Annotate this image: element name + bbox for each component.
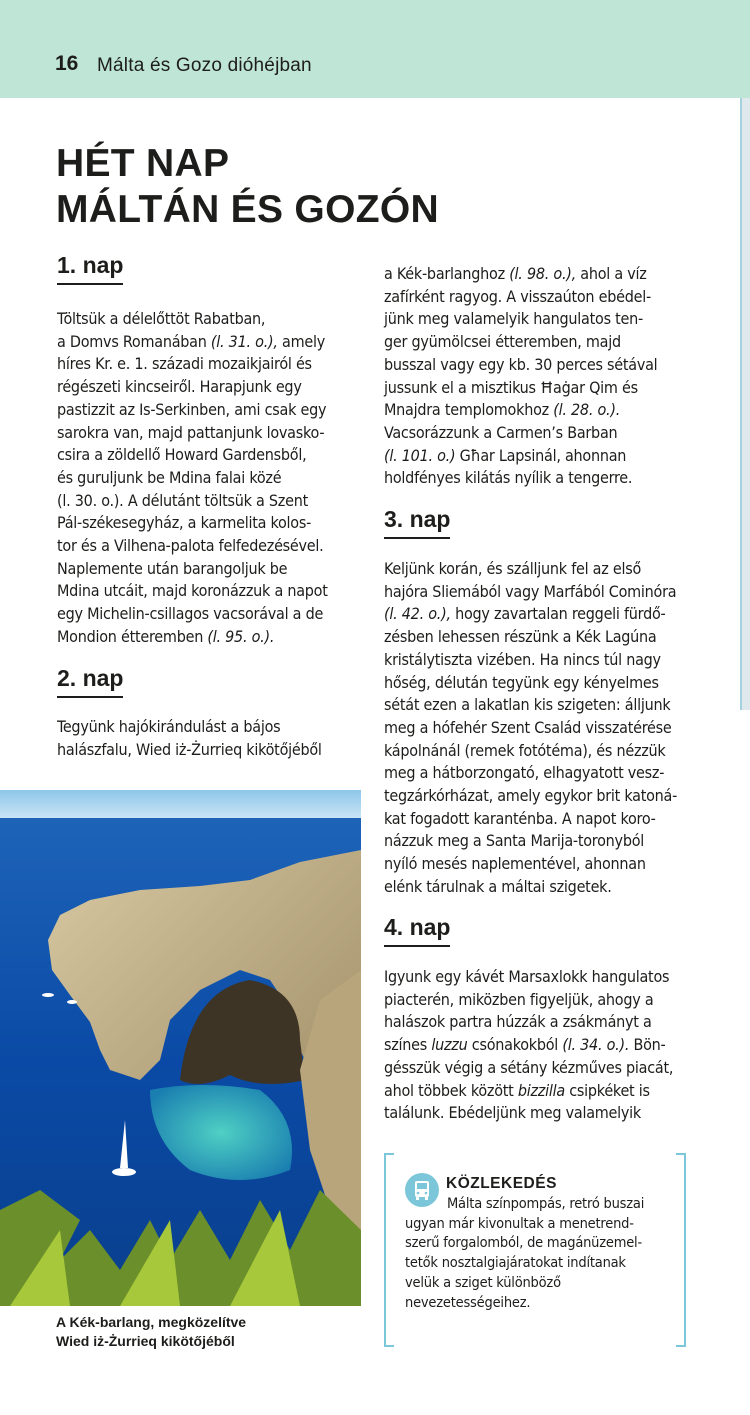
text-line: halászfalu, Wied iż-Żurrieq kikötőjéből	[57, 739, 322, 759]
chapter-title	[56, 141, 439, 233]
text-line: és guruljunk be Mdina falai közé	[57, 467, 282, 487]
text-line: sarokra van, majd pattanjunk lovasko-	[57, 422, 325, 442]
running-title: Málta és Gozo dióhéjban	[97, 55, 312, 76]
text-line: Igyunk egy kávét Marsaxlokk hangulatos	[384, 967, 670, 986]
text-line: jünk meg valamelyik hangulatos ten-	[384, 309, 643, 329]
box-bracket-left	[384, 1153, 394, 1347]
text-line: názzuk meg a Santa Marija-toronyból	[384, 831, 645, 851]
text-line: Töltsük a délelőttöt Rabatban,	[57, 309, 266, 328]
box-line: ugyan már kivonultak a menetrend-	[405, 1215, 634, 1232]
italic-text: (l. 42. o.),	[384, 604, 451, 624]
text-line: ahol többek között bizzilla csipkéket is	[384, 1080, 650, 1100]
text-line: halászok partra húzzák a zsákmányt a	[384, 1012, 652, 1032]
text-line: zafírként ragyog. A visszaúton ebédel-	[384, 286, 651, 306]
text-line: Mondion étteremben (l. 95. o.).	[57, 626, 275, 646]
caption-line: Wied iż-Żurrieq kikötőjéből	[56, 1333, 235, 1349]
text-line: pastizzit az Is-Serkinben, ami csak egy	[57, 399, 327, 419]
day3-text	[384, 558, 677, 899]
text-line: holdfényes kilátás nyílik a tengerre.	[384, 468, 633, 488]
text-line: csira a zöldellő Howard Gardensből,	[57, 445, 307, 465]
italic-text: (l. 28. o.).	[553, 400, 621, 420]
italic-text: luzzu	[431, 1035, 468, 1055]
transport-box-title: KÖZLEKEDÉS	[446, 1175, 557, 1192]
text-line: kristálytiszta vizében. Ha nincs túl nagy	[384, 649, 661, 669]
text-line: (l. 42. o.), hogy zavartalan reggeli fürdő-	[384, 604, 666, 624]
text-line: a Domvs Romanában (l. 31. o.), amely	[57, 331, 325, 351]
italic-text: (l. 101. o.)	[384, 445, 456, 465]
text-line: busszal vagy egy kb. 30 perces sétával	[384, 354, 658, 374]
text-line: nyíló mesés naplementével, ahonnan	[384, 854, 646, 874]
text-line: (l. 101. o.) Għar Lapsinál, ahonnan	[384, 445, 627, 465]
day2-heading: 2. nap	[57, 664, 123, 698]
text-line: Mnajdra templomokhoz (l. 28. o.).	[384, 400, 621, 420]
day4-heading: 4. nap	[384, 913, 450, 947]
text-line: Naplemente után barangoljuk be	[57, 558, 288, 578]
text-line: jussunk el a misztikus Ħaġar Qim és	[384, 377, 638, 397]
blue-grotto-photo	[0, 790, 361, 1306]
italic-text: (l. 31. o.),	[210, 331, 278, 351]
text-line: a Kék-barlanghoz (l. 98. o.), ahol a víz	[384, 264, 647, 283]
box-line: tetők nosztalgiajáratokat indítanak	[405, 1255, 626, 1272]
day3-heading: 3. nap	[384, 505, 450, 539]
day2-text-right	[384, 263, 657, 490]
box-line: szerű forgalomból, de magánüzemel-	[405, 1235, 642, 1252]
chapter-title-line: HÉT NAP	[56, 142, 230, 185]
italic-text: (l. 98. o.),	[509, 264, 576, 283]
italic-text: bizzilla	[517, 1080, 565, 1100]
text-line: sétát ezen a lakatlan kis szigeten: álljunk	[384, 695, 671, 715]
text-line: hőség, délután tegyünk egy kényelmes	[384, 672, 659, 692]
day1-heading: 1. nap	[57, 251, 123, 285]
day4-text	[384, 966, 673, 1125]
text-line: régészeti kincseiről. Harapjunk egy	[57, 377, 302, 397]
transport-box	[384, 1153, 686, 1343]
text-line: piacterén, miközben figyeljük, ahogy a	[384, 989, 654, 1009]
text-line: Tegyünk hajókirándulást a bájos	[57, 717, 281, 736]
page-number: 16	[55, 52, 79, 75]
photo-caption	[56, 1313, 246, 1351]
page-header	[0, 0, 750, 98]
italic-text: (l. 34. o.).	[562, 1035, 630, 1055]
day1-text	[57, 308, 328, 649]
text-line: egy Michelin-csillagos vacsorával a de	[57, 604, 324, 624]
text-line: meg a hófehér Szent Család visszatérése	[384, 717, 672, 737]
text-line: zésben lehessen részünk a Kék Lagúna	[384, 627, 657, 647]
text-line: Vacsorázzunk a Carmen’s Barban	[384, 422, 618, 442]
box-line: velük a sziget különböző	[405, 1274, 561, 1291]
text-line: gésszük végig a sétány kézműves piacát,	[384, 1057, 674, 1077]
text-line: elénk tárulnak a máltai szigetek.	[384, 876, 612, 896]
italic-text: (l. 95. o.).	[207, 626, 275, 646]
text-line: színes luzzu csónakokból (l. 34. o.). Bön-	[384, 1035, 666, 1055]
text-line: Pál-székesegyház, a karmelita kolos-	[57, 513, 312, 533]
text-line: (l. 30. o.). A délutánt töltsük a Szent	[57, 490, 308, 510]
text-line: kápolnánál (remek fotótéma), és nézzük	[384, 740, 666, 760]
page-edge-line	[740, 98, 742, 710]
transport-box-text	[405, 1195, 644, 1313]
day2-text-left	[57, 716, 322, 761]
box-line: Málta színpompás, retró buszai	[447, 1196, 645, 1212]
text-line: tegzárkórházat, amely egykor brit katoná-	[384, 786, 678, 806]
text-line: kat fogadott karanténba. A napot koro-	[384, 808, 656, 828]
text-line: meg a hátborzongató, elhagyatott vesz-	[384, 763, 665, 783]
text-line: Keljünk korán, és szálljunk fel az első	[384, 559, 642, 578]
text-line: Mdina utcáit, majd koronázzuk a napot	[57, 581, 328, 601]
text-line: hajóra Sliemából vagy Marfából Cominóra	[384, 581, 677, 601]
chapter-title-line: MÁLTÁN ÉS GOZÓN	[56, 188, 439, 231]
text-line: tor és a Vilhena-palota felfedezésével.	[57, 536, 324, 556]
text-line: találunk. Ebédeljünk meg valamelyik	[384, 1103, 641, 1123]
box-line: nevezetességeihez.	[405, 1294, 531, 1311]
text-line: ger gyümölcsei étteremben, majd	[384, 332, 621, 352]
caption-line: A Kék-barlang, megközelítve	[56, 1314, 247, 1330]
box-bracket-right	[676, 1153, 686, 1347]
text-line: híres Kr. e. 1. századi mozaikjairól és	[57, 354, 312, 374]
